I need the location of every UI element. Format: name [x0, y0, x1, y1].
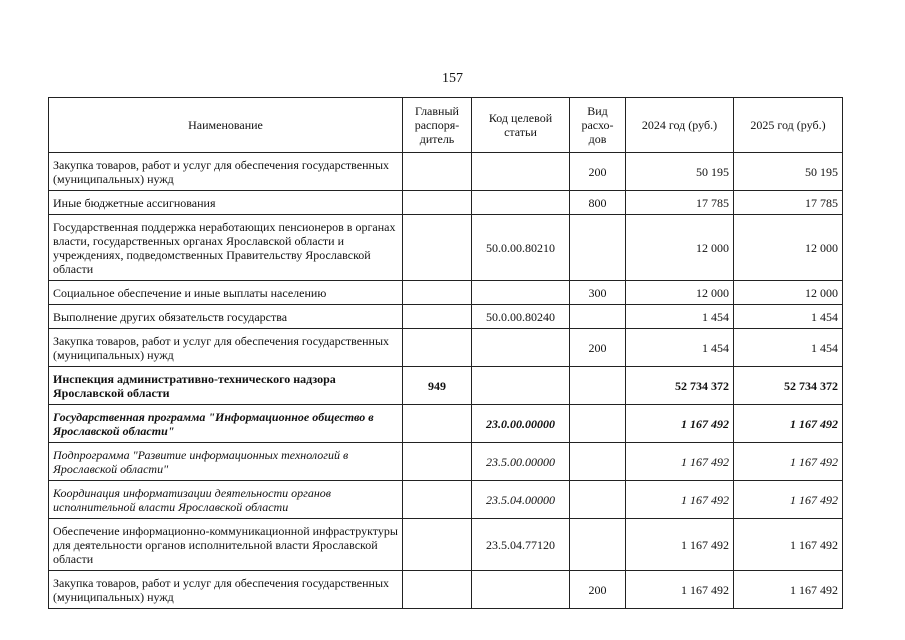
row-name: Иные бюджетные ассигнования	[49, 191, 403, 215]
row-name: Координация информатизации деятельности органов исполнительной власти Ярославской области	[49, 481, 403, 519]
row-target-code	[472, 367, 570, 405]
row-expense-type	[570, 305, 626, 329]
header-year-2025: 2025 год (руб.)	[734, 98, 843, 153]
row-2025: 1 167 492	[734, 519, 843, 571]
row-target-code	[472, 571, 570, 609]
row-2024: 1 454	[626, 305, 734, 329]
row-target-code	[472, 281, 570, 305]
table-header-row	[49, 98, 843, 153]
header-target-code: Код целевой статьи	[472, 98, 570, 153]
row-name: Государственная программа "Информационное общество в Ярославской области"	[49, 405, 403, 443]
table-row	[49, 305, 843, 329]
row-2024: 1 167 492	[626, 481, 734, 519]
row-2025: 52 734 372	[734, 367, 843, 405]
row-name: Подпрограмма "Развитие информационных технологий в Ярославской области"	[49, 443, 403, 481]
row-expense-type: 200	[570, 329, 626, 367]
row-chief-admin	[403, 405, 472, 443]
row-name: Государственная поддержка неработающих пенсионеров в органах власти, государственных органах Ярославской области и учреждениях, подведомственных Правительству Ярославской области	[49, 215, 403, 281]
row-chief-admin: 949	[403, 367, 472, 405]
row-target-code: 50.0.00.80240	[472, 305, 570, 329]
row-name: Закупка товаров, работ и услуг для обеспечения государственных (муниципальных) нужд	[49, 153, 403, 191]
row-target-code: 23.5.04.00000	[472, 481, 570, 519]
row-2025: 12 000	[734, 215, 843, 281]
header-name: Наименование	[49, 98, 403, 153]
row-expense-type	[570, 215, 626, 281]
row-target-code: 23.5.04.77120	[472, 519, 570, 571]
row-2025: 50 195	[734, 153, 843, 191]
row-2025: 1 454	[734, 329, 843, 367]
budget-table	[48, 97, 843, 609]
header-chief-admin: Главный распоря-дитель	[403, 98, 472, 153]
row-2024: 50 195	[626, 153, 734, 191]
row-expense-type: 200	[570, 153, 626, 191]
row-target-code	[472, 153, 570, 191]
row-2024: 52 734 372	[626, 367, 734, 405]
row-2025: 1 167 492	[734, 481, 843, 519]
table-row	[49, 281, 843, 305]
row-target-code	[472, 329, 570, 367]
row-chief-admin	[403, 519, 472, 571]
row-2024: 1 167 492	[626, 405, 734, 443]
row-2025: 1 454	[734, 305, 843, 329]
header-year-2024: 2024 год (руб.)	[626, 98, 734, 153]
row-name: Социальное обеспечение и иные выплаты населению	[49, 281, 403, 305]
row-name: Закупка товаров, работ и услуг для обеспечения государственных (муниципальных) нужд	[49, 571, 403, 609]
row-expense-type: 200	[570, 571, 626, 609]
row-expense-type	[570, 519, 626, 571]
row-2025: 1 167 492	[734, 571, 843, 609]
row-chief-admin	[403, 305, 472, 329]
table-row	[49, 443, 843, 481]
row-expense-type	[570, 405, 626, 443]
row-chief-admin	[403, 281, 472, 305]
table-row	[49, 519, 843, 571]
row-expense-type: 300	[570, 281, 626, 305]
row-2024: 12 000	[626, 215, 734, 281]
row-name: Инспекция административно-технического надзора Ярославской области	[49, 367, 403, 405]
row-2024: 1 454	[626, 329, 734, 367]
row-name: Обеспечение информационно-коммуникационной инфраструктуры для деятельности органов исполнительной власти Ярославской области	[49, 519, 403, 571]
row-expense-type	[570, 481, 626, 519]
row-chief-admin	[403, 215, 472, 281]
table-row	[49, 367, 843, 405]
row-chief-admin	[403, 329, 472, 367]
header-expense-type: Вид расхо-дов	[570, 98, 626, 153]
row-target-code	[472, 191, 570, 215]
row-name: Закупка товаров, работ и услуг для обеспечения государственных (муниципальных) нужд	[49, 329, 403, 367]
table-row	[49, 571, 843, 609]
row-chief-admin	[403, 443, 472, 481]
row-chief-admin	[403, 153, 472, 191]
row-2024: 1 167 492	[626, 571, 734, 609]
table-row	[49, 153, 843, 191]
row-chief-admin	[403, 571, 472, 609]
row-2025: 1 167 492	[734, 443, 843, 481]
row-chief-admin	[403, 191, 472, 215]
row-2025: 17 785	[734, 191, 843, 215]
row-2024: 12 000	[626, 281, 734, 305]
row-expense-type	[570, 443, 626, 481]
table-row	[49, 329, 843, 367]
row-chief-admin	[403, 481, 472, 519]
table-row	[49, 191, 843, 215]
row-expense-type	[570, 367, 626, 405]
row-target-code: 50.0.00.80210	[472, 215, 570, 281]
row-2024: 1 167 492	[626, 443, 734, 481]
row-target-code: 23.5.00.00000	[472, 443, 570, 481]
row-name: Выполнение других обязательств государства	[49, 305, 403, 329]
row-2025: 1 167 492	[734, 405, 843, 443]
table-row	[49, 481, 843, 519]
row-2025: 12 000	[734, 281, 843, 305]
table-row	[49, 215, 843, 281]
table-row	[49, 405, 843, 443]
page-number: 157	[442, 71, 463, 86]
row-target-code: 23.0.00.00000	[472, 405, 570, 443]
row-expense-type: 800	[570, 191, 626, 215]
row-2024: 1 167 492	[626, 519, 734, 571]
row-2024: 17 785	[626, 191, 734, 215]
